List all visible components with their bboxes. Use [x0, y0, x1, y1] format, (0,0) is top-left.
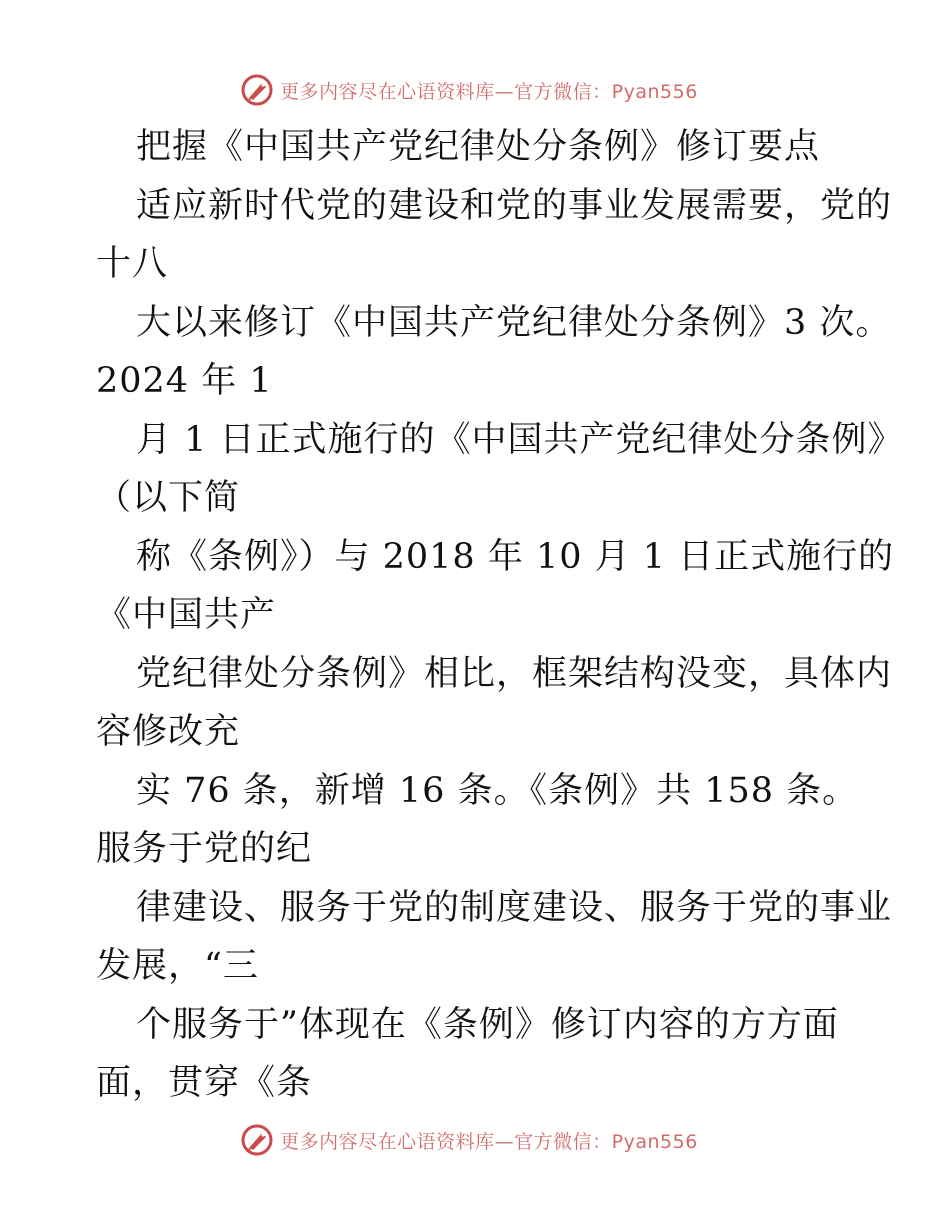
doc-line: 服务于党的纪 [96, 829, 313, 869]
footer-brand-text: 更多内容尽在心语资料库 [280, 1130, 495, 1153]
doc-line: 容修改充 [96, 712, 241, 752]
doc-line: 《中国共产 [96, 595, 277, 635]
doc-line: （以下简 [96, 478, 241, 518]
header-brand [240, 73, 698, 107]
header-watermark-text [280, 77, 698, 104]
footer-official-text: 官方微信：Pyan556 [514, 1130, 698, 1153]
page-header [0, 70, 950, 110]
footer-watermark-text [280, 1127, 698, 1154]
pen-nib-logo-icon [240, 73, 274, 107]
doc-line: 发展，“三 [96, 946, 259, 986]
footer-dash: — [494, 1130, 515, 1153]
doc-line: 大以来修订《中国共产党纪律处分条例》3 次。 [136, 302, 892, 343]
doc-title: 把握《中国共产党纪律处分条例》修订要点 [136, 127, 821, 167]
header-official-text: 官方微信：Pyan556 [514, 80, 698, 103]
doc-line: 十八 [96, 244, 169, 284]
doc-line: 2024 年 1 [96, 361, 273, 401]
pen-nib-logo-icon [240, 1123, 274, 1157]
doc-line: 党纪律处分条例》相比，框架结构没变，具体内 [136, 653, 893, 694]
document-body [96, 118, 904, 1113]
doc-line: 称《条例》）与 2018 年 10 月 1 日正式施行的 [136, 536, 895, 577]
footer-brand [240, 1123, 698, 1157]
doc-line: 月 1 日正式施行的《中国共产党纪律处分条例》 [136, 419, 904, 460]
doc-line: 个服务于”体现在《条例》修订内容的方方面 [136, 1004, 839, 1045]
doc-line: 适应新时代党的建设和党的事业发展需要，党的 [136, 185, 893, 226]
page-footer [0, 1120, 950, 1160]
doc-line: 面，贯穿《条 [96, 1063, 313, 1103]
header-dash: — [494, 80, 515, 103]
doc-line: 律建设、服务于党的制度建设、服务于党的事业 [136, 887, 893, 928]
doc-line: 实 76 条，新增 16 条。《条例》共 158 条。 [136, 770, 859, 811]
header-brand-text: 更多内容尽在心语资料库 [280, 80, 495, 103]
